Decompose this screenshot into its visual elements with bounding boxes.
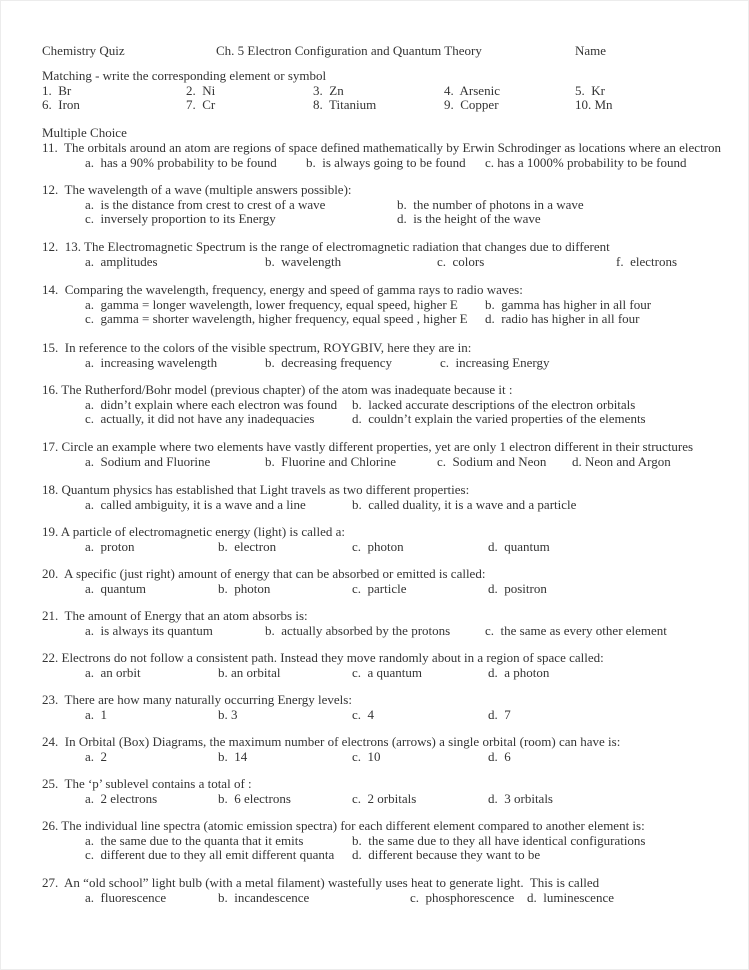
- question-stem: 23. There are how many naturally occurring Energy levels:: [42, 692, 352, 707]
- answer-option: a. an orbit: [85, 665, 141, 680]
- answer-option: a. quantum: [85, 581, 147, 596]
- answer-option: c. has a 1000% probability to be found: [485, 155, 687, 170]
- answer-option: c. particle: [352, 581, 407, 596]
- answer-option: b. an orbital: [218, 665, 281, 680]
- question-stem: 25. The ‘p’ sublevel contains a total of :: [42, 776, 252, 791]
- question-stem: 20. A specific (just right) amount of energy that can be absorbed or emitted is called:: [42, 566, 486, 581]
- answer-option: a. Sodium and Fluorine: [85, 454, 211, 469]
- answer-option: d. positron: [488, 581, 547, 596]
- answer-option: b. decreasing frequency: [265, 355, 393, 370]
- question-stem: 24. In Orbital (Box) Diagrams, the maximum number of electrons (arrows) a single orbital (room) can have is:: [42, 734, 621, 749]
- question-stem: 21. The amount of Energy that an atom absorbs is:: [42, 608, 308, 623]
- question-stem: 12. 13. The Electromagnetic Spectrum is the range of electromagnetic radiation that changes due to different: [42, 239, 610, 254]
- answer-option: d. Neon and Argon: [572, 454, 671, 469]
- answer-option: b. wavelength: [265, 254, 342, 269]
- answer-option: b. the same due to they all have identical configurations: [352, 833, 646, 848]
- answer-option: b. photon: [218, 581, 271, 596]
- answer-option: c. Sodium and Neon: [437, 454, 547, 469]
- answer-option: c. 10: [352, 749, 381, 764]
- matching-item: 2. Ni: [186, 83, 216, 98]
- answer-option: d. is the height of the wave: [397, 211, 541, 226]
- matching-item: 4. Arsenic: [444, 83, 500, 98]
- question-stem: 11. The orbitals around an atom are regions of space defined mathematically by Erwin Schrodinger as locations where an electron: [42, 140, 722, 155]
- matching-item: 1. Br: [42, 83, 72, 98]
- question-stem: 26. The individual line spectra (atomic emission spectra) for each different element compared to another element is:: [42, 818, 645, 833]
- answer-option: c. gamma = shorter wavelength, higher frequency, equal speed , higher E: [85, 311, 468, 326]
- answer-option: c. increasing Energy: [440, 355, 550, 370]
- matching-item: 3. Zn: [313, 83, 344, 98]
- matching-item: 6. Iron: [42, 97, 80, 112]
- answer-option: a. increasing wavelength: [85, 355, 218, 370]
- answer-option: a. called ambiguity, it is a wave and a line: [85, 497, 306, 512]
- answer-option: d. radio has higher in all four: [485, 311, 640, 326]
- matching-item: 9. Copper: [444, 97, 499, 112]
- answer-option: b. actually absorbed by the protons: [265, 623, 451, 638]
- answer-option: c. different due to they all emit different quanta: [85, 847, 335, 862]
- answer-option: b. 3: [218, 707, 238, 722]
- matching-item: 7. Cr: [186, 97, 216, 112]
- answer-option: b. Fluorine and Chlorine: [265, 454, 397, 469]
- matching-item: 5. Kr: [575, 83, 605, 98]
- question-stem: 18. Quantum physics has established that Light travels as two different properties:: [42, 482, 470, 497]
- answer-option: c. the same as every other element: [485, 623, 667, 638]
- question-stem: 22. Electrons do not follow a consistent path. Instead they move randomly about in a region of space called:: [42, 650, 604, 665]
- matching-item: 10. Mn: [575, 97, 613, 112]
- answer-option: c. 4: [352, 707, 375, 722]
- answer-option: b. is always going to be found: [306, 155, 466, 170]
- matching-instructions: Matching - write the corresponding element or symbol: [42, 68, 327, 83]
- answer-option: c. inversely proportion to its Energy: [85, 211, 276, 226]
- answer-option: d. a photon: [488, 665, 550, 680]
- answer-option: c. a quantum: [352, 665, 423, 680]
- question-stem: 27. An “old school” light bulb (with a metal filament) wastefully uses heat to generate light. This is called: [42, 875, 600, 890]
- answer-option: b. incandescence: [218, 890, 310, 905]
- question-stem: 12. The wavelength of a wave (multiple answers possible):: [42, 182, 352, 197]
- answer-option: b. the number of photons in a wave: [397, 197, 584, 212]
- question-stem: 17. Circle an example where two elements have vastly different properties, yet are only 1 electron different in their structures: [42, 439, 694, 454]
- answer-option: b. called duality, it is a wave and a particle: [352, 497, 577, 512]
- answer-option: c. 2 orbitals: [352, 791, 417, 806]
- name-label: Name: [575, 43, 607, 58]
- multiple-choice-heading: Multiple Choice: [42, 125, 127, 140]
- answer-option: b. gamma has higher in all four: [485, 297, 652, 312]
- answer-option: a. 2: [85, 749, 108, 764]
- question-stem: 14. Comparing the wavelength, frequency, energy and speed of gamma rays to radio waves:: [42, 282, 523, 297]
- matching-item: 8. Titanium: [313, 97, 377, 112]
- answer-option: d. couldn’t explain the varied properties of the elements: [352, 411, 646, 426]
- answer-option: d. 6: [488, 749, 511, 764]
- answer-option: c. colors: [437, 254, 485, 269]
- answer-option: c. phosphorescence: [410, 890, 515, 905]
- answer-option: b. 14: [218, 749, 248, 764]
- answer-option: d. 3 orbitals: [488, 791, 553, 806]
- document-title: Chemistry Quiz: [42, 43, 125, 58]
- answer-option: b. lacked accurate descriptions of the electron orbitals: [352, 397, 636, 412]
- answer-option: a. 1: [85, 707, 108, 722]
- question-stem: 15. In reference to the colors of the visible spectrum, ROYGBIV, here they are in:: [42, 340, 472, 355]
- answer-option: f. electrons: [616, 254, 678, 269]
- answer-option: a. is always its quantum: [85, 623, 213, 638]
- answer-option: a. gamma = longer wavelength, lower frequency, equal speed, higher E: [85, 297, 458, 312]
- answer-option: a. amplitudes: [85, 254, 158, 269]
- answer-option: d. luminescence: [527, 890, 614, 905]
- answer-option: b. 6 electrons: [218, 791, 291, 806]
- answer-option: d. quantum: [488, 539, 550, 554]
- answer-option: a. didn’t explain where each electron was found: [85, 397, 338, 412]
- answer-option: d. different because they want to be: [352, 847, 541, 862]
- answer-option: a. the same due to the quanta that it emits: [85, 833, 304, 848]
- answer-option: a. proton: [85, 539, 135, 554]
- question-stem: 19. A particle of electromagnetic energy (light) is called a:: [42, 524, 345, 539]
- answer-option: d. 7: [488, 707, 511, 722]
- answer-option: a. has a 90% probability to be found: [85, 155, 277, 170]
- answer-option: a. 2 electrons: [85, 791, 158, 806]
- answer-option: a. is the distance from crest to crest of a wave: [85, 197, 326, 212]
- chapter-title: Ch. 5 Electron Configuration and Quantum Theory: [216, 43, 482, 58]
- answer-option: b. electron: [218, 539, 277, 554]
- answer-option: c. photon: [352, 539, 404, 554]
- question-stem: 16. The Rutherford/Bohr model (previous chapter) of the atom was inadequate because it :: [42, 382, 513, 397]
- answer-option: a. fluorescence: [85, 890, 167, 905]
- answer-option: c. actually, it did not have any inadequacies: [85, 411, 315, 426]
